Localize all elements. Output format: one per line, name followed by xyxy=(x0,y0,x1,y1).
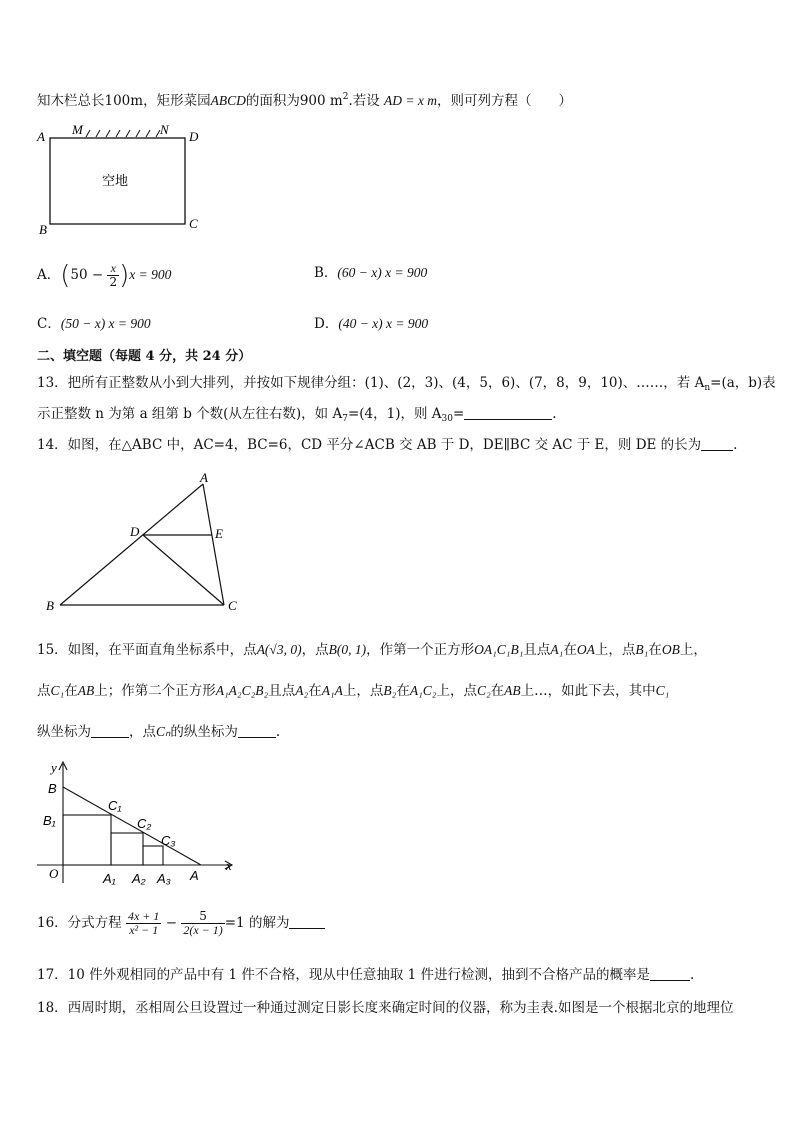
label-C1: C₁ xyxy=(108,798,122,813)
label-A: A xyxy=(200,470,208,485)
label-B: B xyxy=(46,598,54,613)
garden-rectangle-figure xyxy=(30,118,210,240)
option-B[interactable]: B．(60 − x) x = 900 xyxy=(314,265,428,281)
label-y: y xyxy=(51,760,57,775)
label-M: M xyxy=(72,122,83,137)
label-A3: A₃ xyxy=(157,871,171,886)
option-A[interactable]: A．(50 − $\frac{x}{2}$ )x = 900 xyxy=(37,260,172,291)
question-15-line3: 纵坐标为 ，点Cₙ的纵坐标为 . xyxy=(37,724,281,740)
answer-blank-16[interactable] xyxy=(289,915,325,929)
question-18-text: 18．西周时期，丞相周公旦设置过一种通过测定日影长度来确定时间的仪器，称为圭表.如图是一个根据北京的地理位 xyxy=(37,1000,734,1016)
triangle-abc-figure xyxy=(40,468,250,618)
answer-blank-13[interactable] xyxy=(464,406,552,420)
label-N: N xyxy=(160,122,169,137)
label-A2: A₂ xyxy=(132,871,146,886)
coordinate-squares-figure xyxy=(34,758,244,890)
question-15-line1: 15．如图，在平面直角坐标系中，点A(√3, 0)，点B(0, 1)，作第一个正方形OA₁C₁B₁且点A₁在OA上，点B₁在OB上， xyxy=(37,642,707,658)
option-C[interactable]: C．(50 − x) x = 900 xyxy=(37,316,151,332)
label-empty-land: 空地 xyxy=(102,173,129,188)
answer-blank-15b[interactable] xyxy=(238,724,276,738)
label-D: D xyxy=(130,524,140,539)
label-B1: B₁ xyxy=(43,813,56,828)
option-D[interactable]: D．(40 − x) x = 900 xyxy=(314,316,429,332)
label-A1: A₁ xyxy=(103,871,116,886)
label-C3: C₃ xyxy=(161,833,176,848)
label-B: B xyxy=(39,222,47,237)
question-16-text: 16．分式方程 $\frac{4x + 1}{\text{x² − 1}}$ − $\frac{5}{2(x - 1)}$ =1 的解为 xyxy=(37,910,325,937)
question-15-line2: 点C₁在AB上；作第二个正方形A₁A₂C₂B₂且点A₂在A₁A上，点B₂在A₁C₂上，点C₂在AB上…，如此下去，其中C₁ xyxy=(37,683,670,699)
section-heading: 二、填空题（每题 4 分，共 24 分） xyxy=(37,349,252,364)
label-D: D xyxy=(189,129,199,144)
label-A: A xyxy=(190,868,199,883)
label-x: x xyxy=(226,858,232,873)
answer-blank-17[interactable] xyxy=(650,967,690,981)
label-A: A xyxy=(37,129,45,144)
question-13-line1: 13．把所有正整数从小到大排列，并按如下规律分组：(1)、(2，3)、(4，5，6)、(7，8，9，10)、……，若 $A_n=(a$，b)表 xyxy=(37,375,776,393)
question-12-text: 知木栏总长100m，矩形菜园ABCD的面积为900 $m^2$.若设 AD = x m，则可列方程（ ） xyxy=(37,92,573,109)
label-E: E xyxy=(215,526,223,541)
question-14-text: 14．如图，在△ABC 中，AC=4，BC=6，CD 平分∠ACB 交 AB 于 D，DE∥BC 交 AC 于 E，则 DE 的长为 . xyxy=(37,437,738,453)
question-17-text: 17．10 件外观相同的产品中有 1 件不合格，现从中任意抽取 1 件进行检测，抽到不合格产品的概率是 . xyxy=(37,967,695,983)
label-C: C xyxy=(228,598,237,613)
label-O: O xyxy=(49,866,59,881)
label-B: B xyxy=(48,781,57,796)
label-C: C xyxy=(189,216,198,231)
label-C2: C₂ xyxy=(137,816,152,831)
answer-blank-15a[interactable] xyxy=(91,724,129,738)
question-13-line2: 示正整数 n 为第 a 组第 b 个数(从左往右数)，如 $A_7=(4$，1)，则 $A_{30}=$ . xyxy=(37,406,557,424)
answer-blank-14[interactable] xyxy=(701,437,733,451)
